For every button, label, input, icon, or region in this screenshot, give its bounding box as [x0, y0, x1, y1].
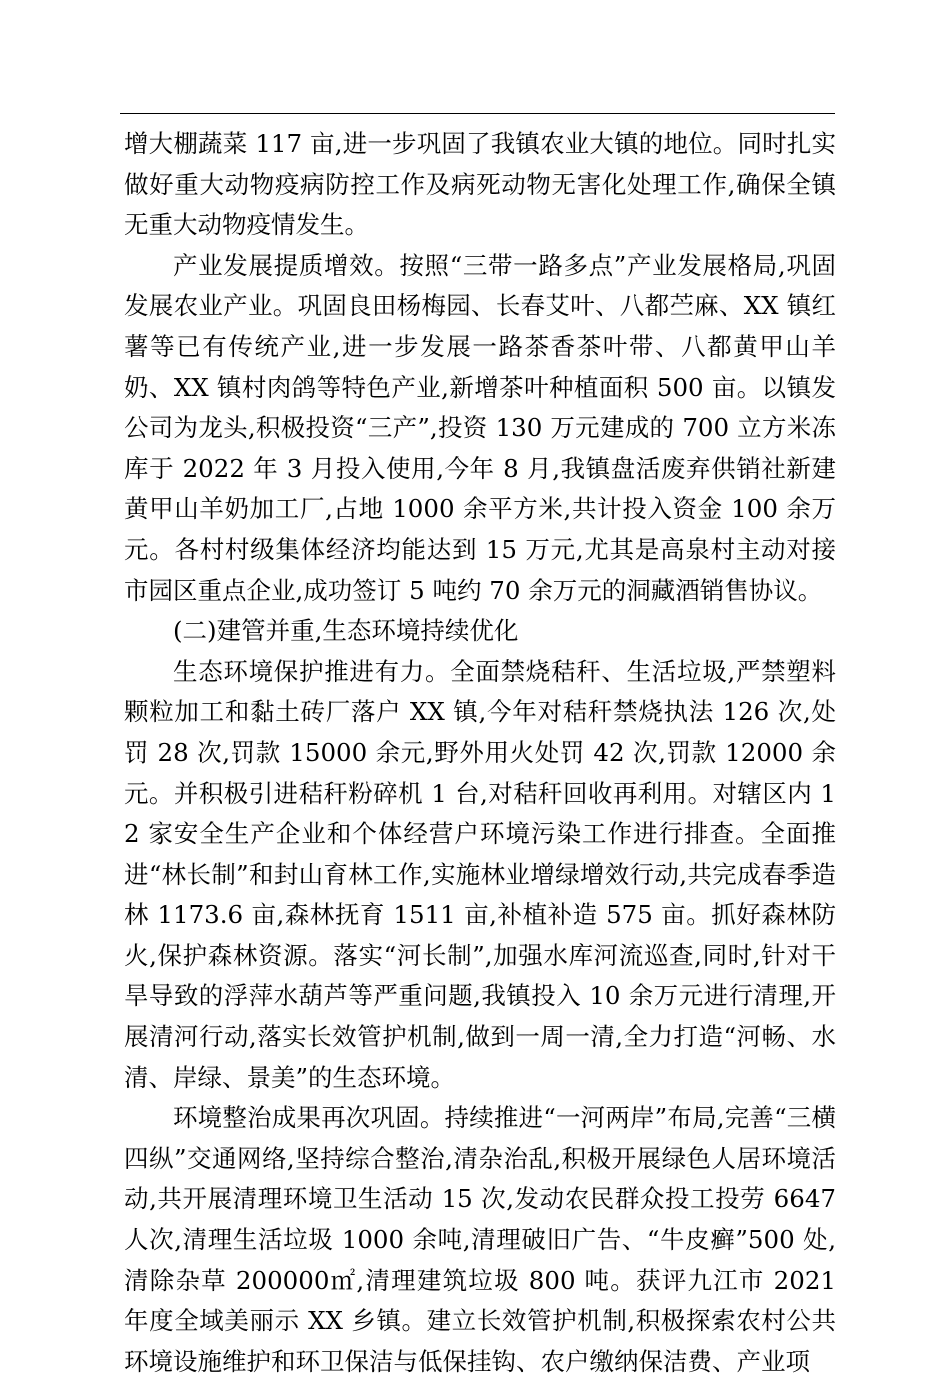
section-heading-ecology: (二)建管并重,生态环境持续优化 — [173, 616, 519, 646]
header-rule — [120, 113, 835, 114]
paragraph-ecological-protection: 生态环境保护推进有力。全面禁烧秸秆、生活垃圾,严禁塑料颗粒加工和黏土砖厂落户 XX 镇,今年对秸秆禁烧执法 126 次,处罚 28 次,罚款 15000 余元,野外用火处罚 42 次,罚款 12000 余元。并积极引进秸秆粉碎机 1 台,对秸秆回收再利用。对辖区内 12 家安全生产企业和个体经营户环境污染工作进行排查。全面推进“林长制”和封山育林工作,实施林业增绿增效行动,共完成春季造林 1173.6 亩,森林抚育 1511 亩,补植补造 575 亩。抓好森林防火,保护森林资源。落实“河长制”,加强水库河流巡查,同时,针对干旱导致的浮萍水葫芦等严重问题,我镇投入 10 余万元进行清理,开展清河行动,落实长效管护机制,做到一周一清,全力打造“河畅、水清、岸绿、景美”的生态环境。 — [124, 656, 836, 1092]
paragraph-environment-rectification: 环境整治成果再次巩固。持续推进“一河两岸”布局,完善“三横四纵”交通网络,坚持综合整治,清杂治乱,积极开展绿色人居环境活动,共开展清理环境卫生活动 15 次,发动农民群众投工投劳 6647 人次,清理生活垃圾 1000 余吨,清理破旧广告、“牛皮癣”500 处,清除杂草 200000㎡,清理建筑垃圾 800 吨。获评九江市 2021 年度全域美丽示 XX 乡镇。建立长效管护机制,积极探索农村公共环境设施维护和环卫保洁与低保挂钩、农户缴纳保洁费、产业项 — [124, 1103, 836, 1376]
paragraph-continued-vegetables: 增大棚蔬菜 117 亩,进一步巩固了我镇农业大镇的地位。同时扎实做好重大动物疫病防控工作及病死动物无害化处理工作,确保全镇无重大动物疫情发生。 — [124, 129, 836, 240]
body-text — [124, 124, 836, 1382]
paragraph-industry-development: 产业发展提质增效。按照“三带一路多点”产业发展格局,巩固发展农业产业。巩固良田杨梅园、长春艾叶、八都苎麻、XX 镇红薯等已有传统产业,进一步发展一路茶香茶叶带、八都黄甲山羊奶、XX 镇村肉鸽等特色产业,新增茶叶种植面积 500 亩。以镇发公司为龙头,积极投资“三产”,投资 130 万元建成的 700 立方米冻库于 2022 年 3 月投入使用,今年 8 月,我镇盘活废弃供销社新建黄甲山羊奶加工厂,占地 1000 余平方米,共计投入资金 100 余万元。各村村级集体经济均能达到 15 万元,尤其是高泉村主动对接市园区重点企业,成功签订 5 吨约 70 余万元的洞藏酒销售协议。 — [124, 250, 836, 605]
